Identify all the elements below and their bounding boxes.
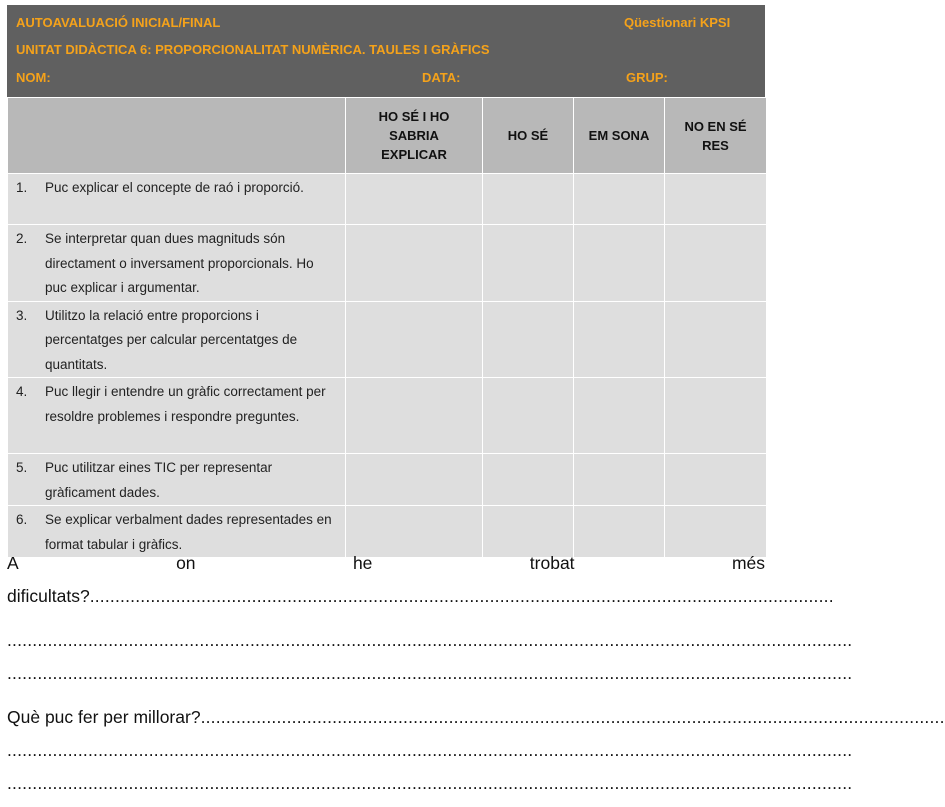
table-row (8, 454, 767, 506)
answer-cell-know-explain[interactable] (346, 301, 483, 378)
answer-line[interactable]: ....................................................................................................................................................................... (7, 773, 853, 793)
answer-cell-know-explain[interactable] (346, 506, 483, 558)
answer-cell-sounds-familiar[interactable] (574, 378, 665, 454)
form-header (7, 5, 765, 97)
answer-line[interactable]: ....................................................................................................................................................................... (7, 740, 853, 760)
item-text: Puc explicar el concepte de raó i proporció. (45, 180, 304, 195)
answer-cell-know[interactable] (483, 301, 574, 378)
table-row (8, 378, 767, 454)
item-number: 5. (16, 460, 28, 475)
answer-cell-know[interactable] (483, 378, 574, 454)
answer-cell-know[interactable] (483, 454, 574, 506)
question-improve (7, 707, 945, 728)
question-difficulties-line1 (7, 553, 765, 574)
item-cell (8, 378, 346, 454)
item-number: 3. (16, 307, 28, 323)
answer-cell-dont-know[interactable] (665, 454, 767, 506)
table-row (8, 225, 767, 302)
header-empty (8, 98, 346, 174)
question-text: Què puc fer per millorar? (7, 707, 201, 727)
question-word: trobat (529, 553, 575, 573)
item-text: Puc llegir i entendre un gràfic correctament per resoldre problemes i respondre preguntes. (45, 384, 326, 424)
item-text: Utilitzo la relació entre proporcions i percentatges per calcular percentatges de quantitats. (45, 307, 298, 372)
answer-cell-know-explain[interactable] (346, 454, 483, 506)
table-row (8, 506, 767, 558)
question-word: més (731, 553, 765, 573)
answer-cell-know-explain[interactable] (346, 378, 483, 454)
item-text: Se explicar verbalment dades representades en format tabular i gràfics. (45, 512, 332, 552)
answer-cell-dont-know[interactable] (665, 301, 767, 378)
question-difficulties-line2 (7, 586, 834, 607)
answer-cell-sounds-familiar[interactable] (574, 174, 665, 225)
item-cell (8, 454, 346, 506)
answer-line[interactable]: ....................................................................................................................................................................... (7, 630, 853, 650)
item-cell (8, 506, 346, 558)
col-header-dont-know: NO EN SÉ RES (665, 98, 767, 174)
question-word: on (176, 553, 196, 573)
col-header-sounds-familiar: EM SONA (574, 98, 665, 174)
answer-cell-know[interactable] (483, 225, 574, 302)
answer-cell-sounds-familiar[interactable] (574, 301, 665, 378)
item-cell (8, 174, 346, 225)
question-word: he (352, 553, 373, 573)
table-row (8, 174, 767, 225)
table-row (8, 301, 767, 378)
item-cell (8, 301, 346, 378)
col-header-know-explain: HO SÉ I HO SABRIA EXPLICAR (346, 98, 483, 174)
item-number: 1. (16, 180, 28, 195)
answer-cell-dont-know[interactable] (665, 225, 767, 302)
item-number: 6. (16, 512, 28, 527)
group-label: GRUP: (626, 70, 668, 85)
item-cell (8, 225, 346, 302)
answer-cell-sounds-familiar[interactable] (574, 225, 665, 302)
answer-line[interactable]: ................................................................................................................................................... (200, 707, 945, 727)
col-header-know: HO SÉ (483, 98, 574, 174)
answer-cell-dont-know[interactable] (665, 174, 767, 225)
form-title: AUTOAVALUACIÓ INICIAL/FINAL (16, 15, 221, 30)
unit-title: UNITAT DIDÀCTICA 6: PROPORCIONALITAT NUMÈRICA. TAULES I GRÀFICS (16, 42, 490, 57)
answer-line[interactable]: ....................................................................................................................................................................... (7, 663, 853, 683)
item-number: 4. (16, 384, 28, 399)
date-label: DATA: (422, 70, 461, 85)
answer-cell-dont-know[interactable] (665, 378, 767, 454)
question-word: dificultats? (7, 586, 90, 606)
item-text: Puc utilitzar eines TIC per representar gràficament dades. (45, 460, 273, 500)
answer-cell-know-explain[interactable] (346, 225, 483, 302)
table-header-row (8, 98, 767, 174)
answer-cell-know[interactable] (483, 506, 574, 558)
name-label: NOM: (16, 70, 51, 85)
question-word: A (7, 553, 19, 573)
answer-line[interactable]: ................................................................................................................................................... (89, 586, 834, 606)
answer-cell-know[interactable] (483, 174, 574, 225)
item-text: Se interpretar quan dues magnituds són directament o inversament proporcionals. Ho puc explicar i argumentar. (45, 231, 314, 295)
item-number: 2. (16, 231, 28, 246)
answer-cell-know-explain[interactable] (346, 174, 483, 225)
kpsi-table (7, 97, 767, 558)
answer-cell-sounds-familiar[interactable] (574, 506, 665, 558)
questionnaire-label: Qüestionari KPSI (624, 15, 731, 30)
answer-cell-dont-know[interactable] (665, 506, 767, 558)
answer-cell-sounds-familiar[interactable] (574, 454, 665, 506)
